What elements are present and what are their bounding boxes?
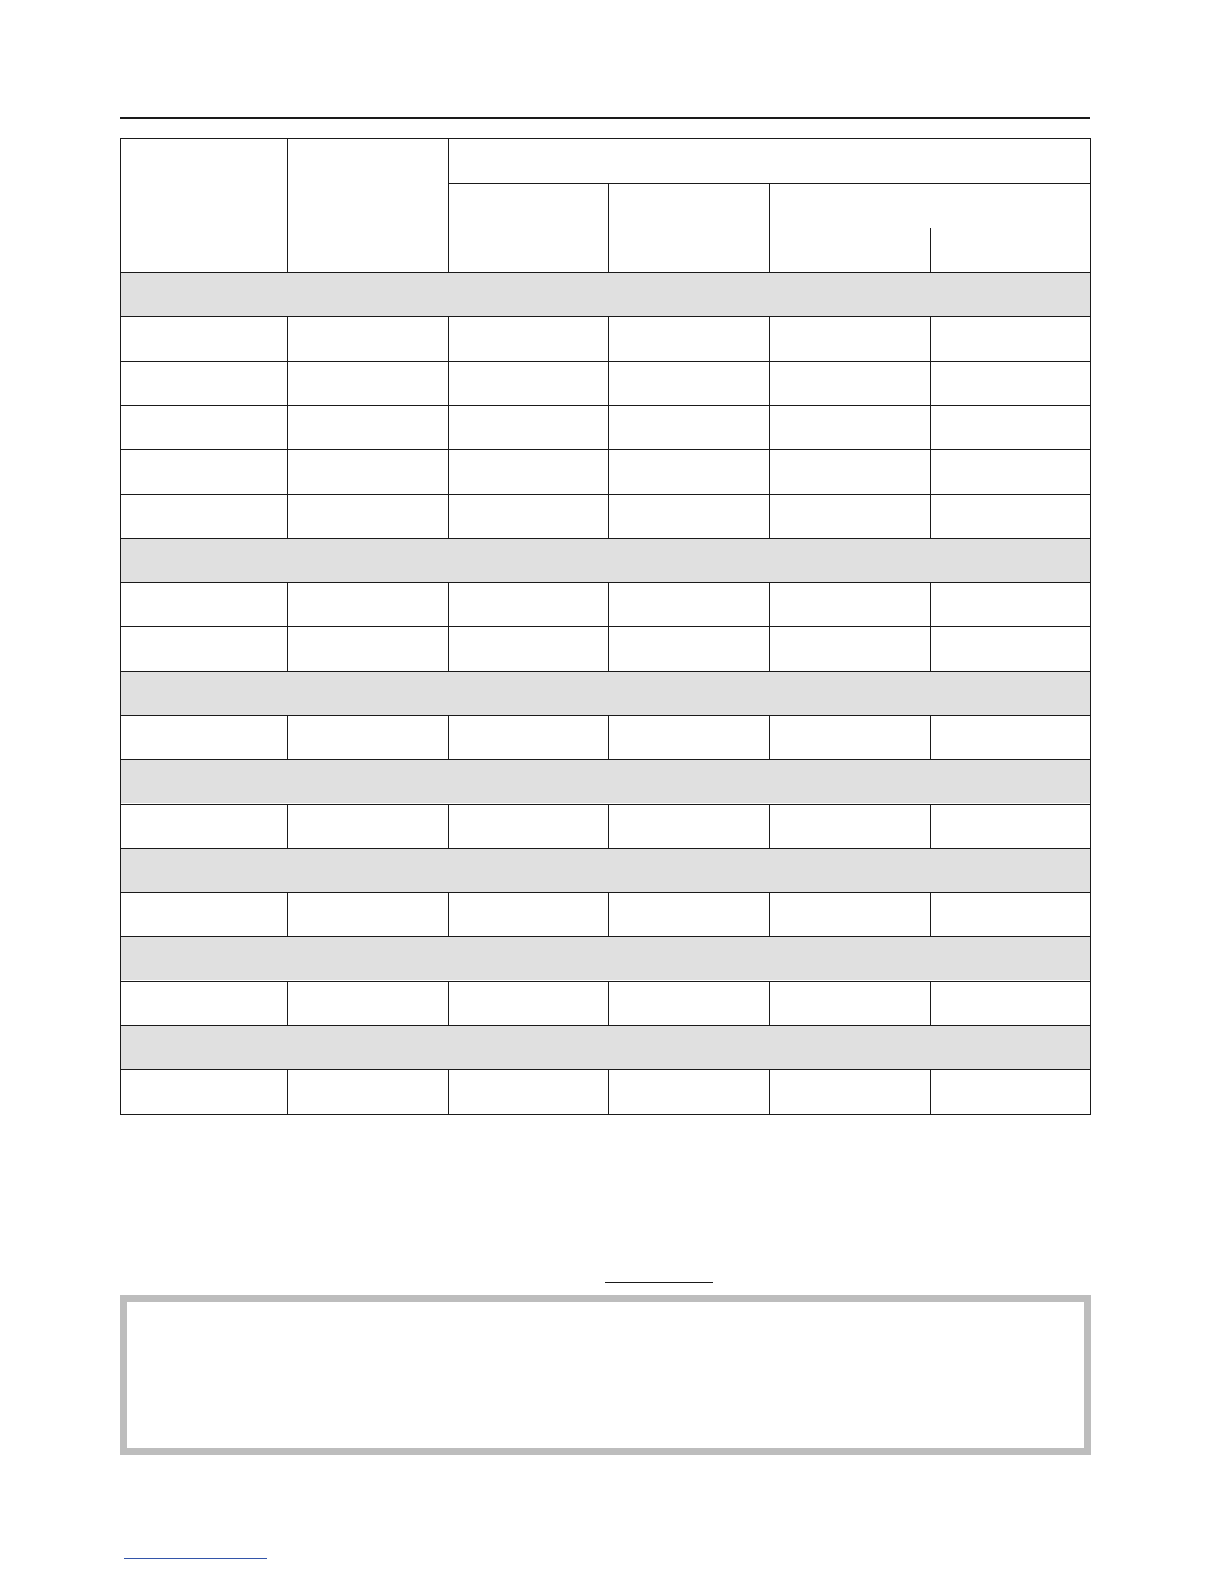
grid-hline	[120, 936, 1091, 937]
grid-vline	[930, 494, 931, 538]
grid-vline	[448, 892, 449, 936]
grid-vline	[448, 361, 449, 405]
header-col2	[287, 138, 448, 272]
grid-vline	[448, 138, 449, 272]
grid-vline	[930, 582, 931, 626]
grid-vline	[287, 494, 288, 538]
grid-vline	[769, 715, 770, 759]
grid-vline	[448, 626, 449, 671]
grid-vline	[287, 316, 288, 361]
header-sub2	[608, 183, 769, 272]
grid-vline	[287, 582, 288, 626]
header-sub1	[448, 183, 608, 272]
grid-vline	[287, 361, 288, 405]
grid-vline	[930, 361, 931, 405]
grid-vline	[769, 494, 770, 538]
grid-vline	[930, 804, 931, 848]
grid-vline	[448, 449, 449, 494]
grid-vline	[930, 1069, 931, 1114]
grid-vline	[930, 715, 931, 759]
section-band	[120, 848, 1091, 892]
grid-hline	[120, 892, 1091, 893]
grid-vline	[448, 405, 449, 449]
grid-vline	[608, 494, 609, 538]
grid-vline	[287, 892, 288, 936]
grid-hline	[120, 316, 1091, 317]
section-band	[120, 671, 1091, 715]
grid-hline	[120, 538, 1091, 539]
grid-vline	[769, 361, 770, 405]
grid-vline	[448, 804, 449, 848]
grid-hline	[120, 715, 1091, 716]
grid-vline	[608, 892, 609, 936]
data-table	[120, 138, 1091, 1115]
grid-hline	[120, 582, 1091, 583]
grid-vline	[930, 316, 931, 361]
grid-vline	[769, 1069, 770, 1114]
header-group	[448, 138, 1091, 183]
grid-vline	[448, 494, 449, 538]
grid-hline	[120, 759, 1091, 760]
grid-vline	[448, 582, 449, 626]
grid-vline	[448, 1069, 449, 1114]
grid-hline	[120, 405, 1091, 406]
grid-hline	[120, 272, 1091, 273]
grid-vline	[287, 715, 288, 759]
section-band	[120, 538, 1091, 582]
section-band	[120, 1025, 1091, 1069]
grid-hline	[120, 1114, 1091, 1115]
grid-vline	[769, 405, 770, 449]
grid-vline	[769, 981, 770, 1025]
grid-vline	[930, 228, 931, 272]
grid-vline	[287, 804, 288, 848]
grid-vline	[769, 892, 770, 936]
grid-vline	[287, 1069, 288, 1114]
grid-hline	[120, 361, 1091, 362]
grid-vline	[608, 981, 609, 1025]
grid-vline	[608, 582, 609, 626]
grid-vline	[769, 582, 770, 626]
grid-vline	[608, 405, 609, 449]
grid-hline	[120, 1025, 1091, 1026]
grid-hline	[120, 981, 1091, 982]
grid-vline	[608, 316, 609, 361]
grid-vline	[769, 626, 770, 671]
header-sub3a	[769, 228, 930, 272]
section-band	[120, 272, 1091, 316]
grid-vline	[608, 1069, 609, 1114]
grid-hline	[120, 848, 1091, 849]
grid-hline	[120, 449, 1091, 450]
grid-vline	[287, 138, 288, 272]
grid-hline	[120, 804, 1091, 805]
grid-vline	[608, 361, 609, 405]
grid-vline	[448, 715, 449, 759]
grid-vline	[930, 626, 931, 671]
header-col1	[120, 138, 287, 272]
grid-vline	[769, 449, 770, 494]
grid-vline	[769, 183, 770, 272]
grid-vline	[930, 981, 931, 1025]
grid-vline	[930, 405, 931, 449]
grid-vline	[930, 449, 931, 494]
header-sub3	[769, 183, 1091, 228]
grid-vline	[608, 626, 609, 671]
grid-vline	[287, 449, 288, 494]
grid-hline	[120, 626, 1091, 627]
grid-vline	[769, 804, 770, 848]
grid-hline	[120, 1069, 1091, 1070]
grid-vline	[287, 405, 288, 449]
section-band	[120, 759, 1091, 803]
grid-vline	[608, 804, 609, 848]
note-box	[120, 1295, 1091, 1455]
header-sub3b	[930, 228, 1091, 272]
footer-link-rule	[124, 1558, 267, 1559]
grid-vline	[608, 449, 609, 494]
grid-hline	[120, 671, 1091, 672]
grid-vline	[769, 316, 770, 361]
grid-vline	[287, 626, 288, 671]
grid-vline	[930, 892, 931, 936]
section-band	[120, 936, 1091, 980]
grid-vline	[448, 316, 449, 361]
top-rule	[120, 117, 1090, 119]
grid-hline	[120, 494, 1091, 495]
signature-rule	[605, 1282, 713, 1283]
grid-vline	[448, 981, 449, 1025]
grid-vline	[608, 183, 609, 272]
grid-vline	[608, 715, 609, 759]
grid-hline	[120, 138, 1091, 139]
grid-vline	[287, 981, 288, 1025]
